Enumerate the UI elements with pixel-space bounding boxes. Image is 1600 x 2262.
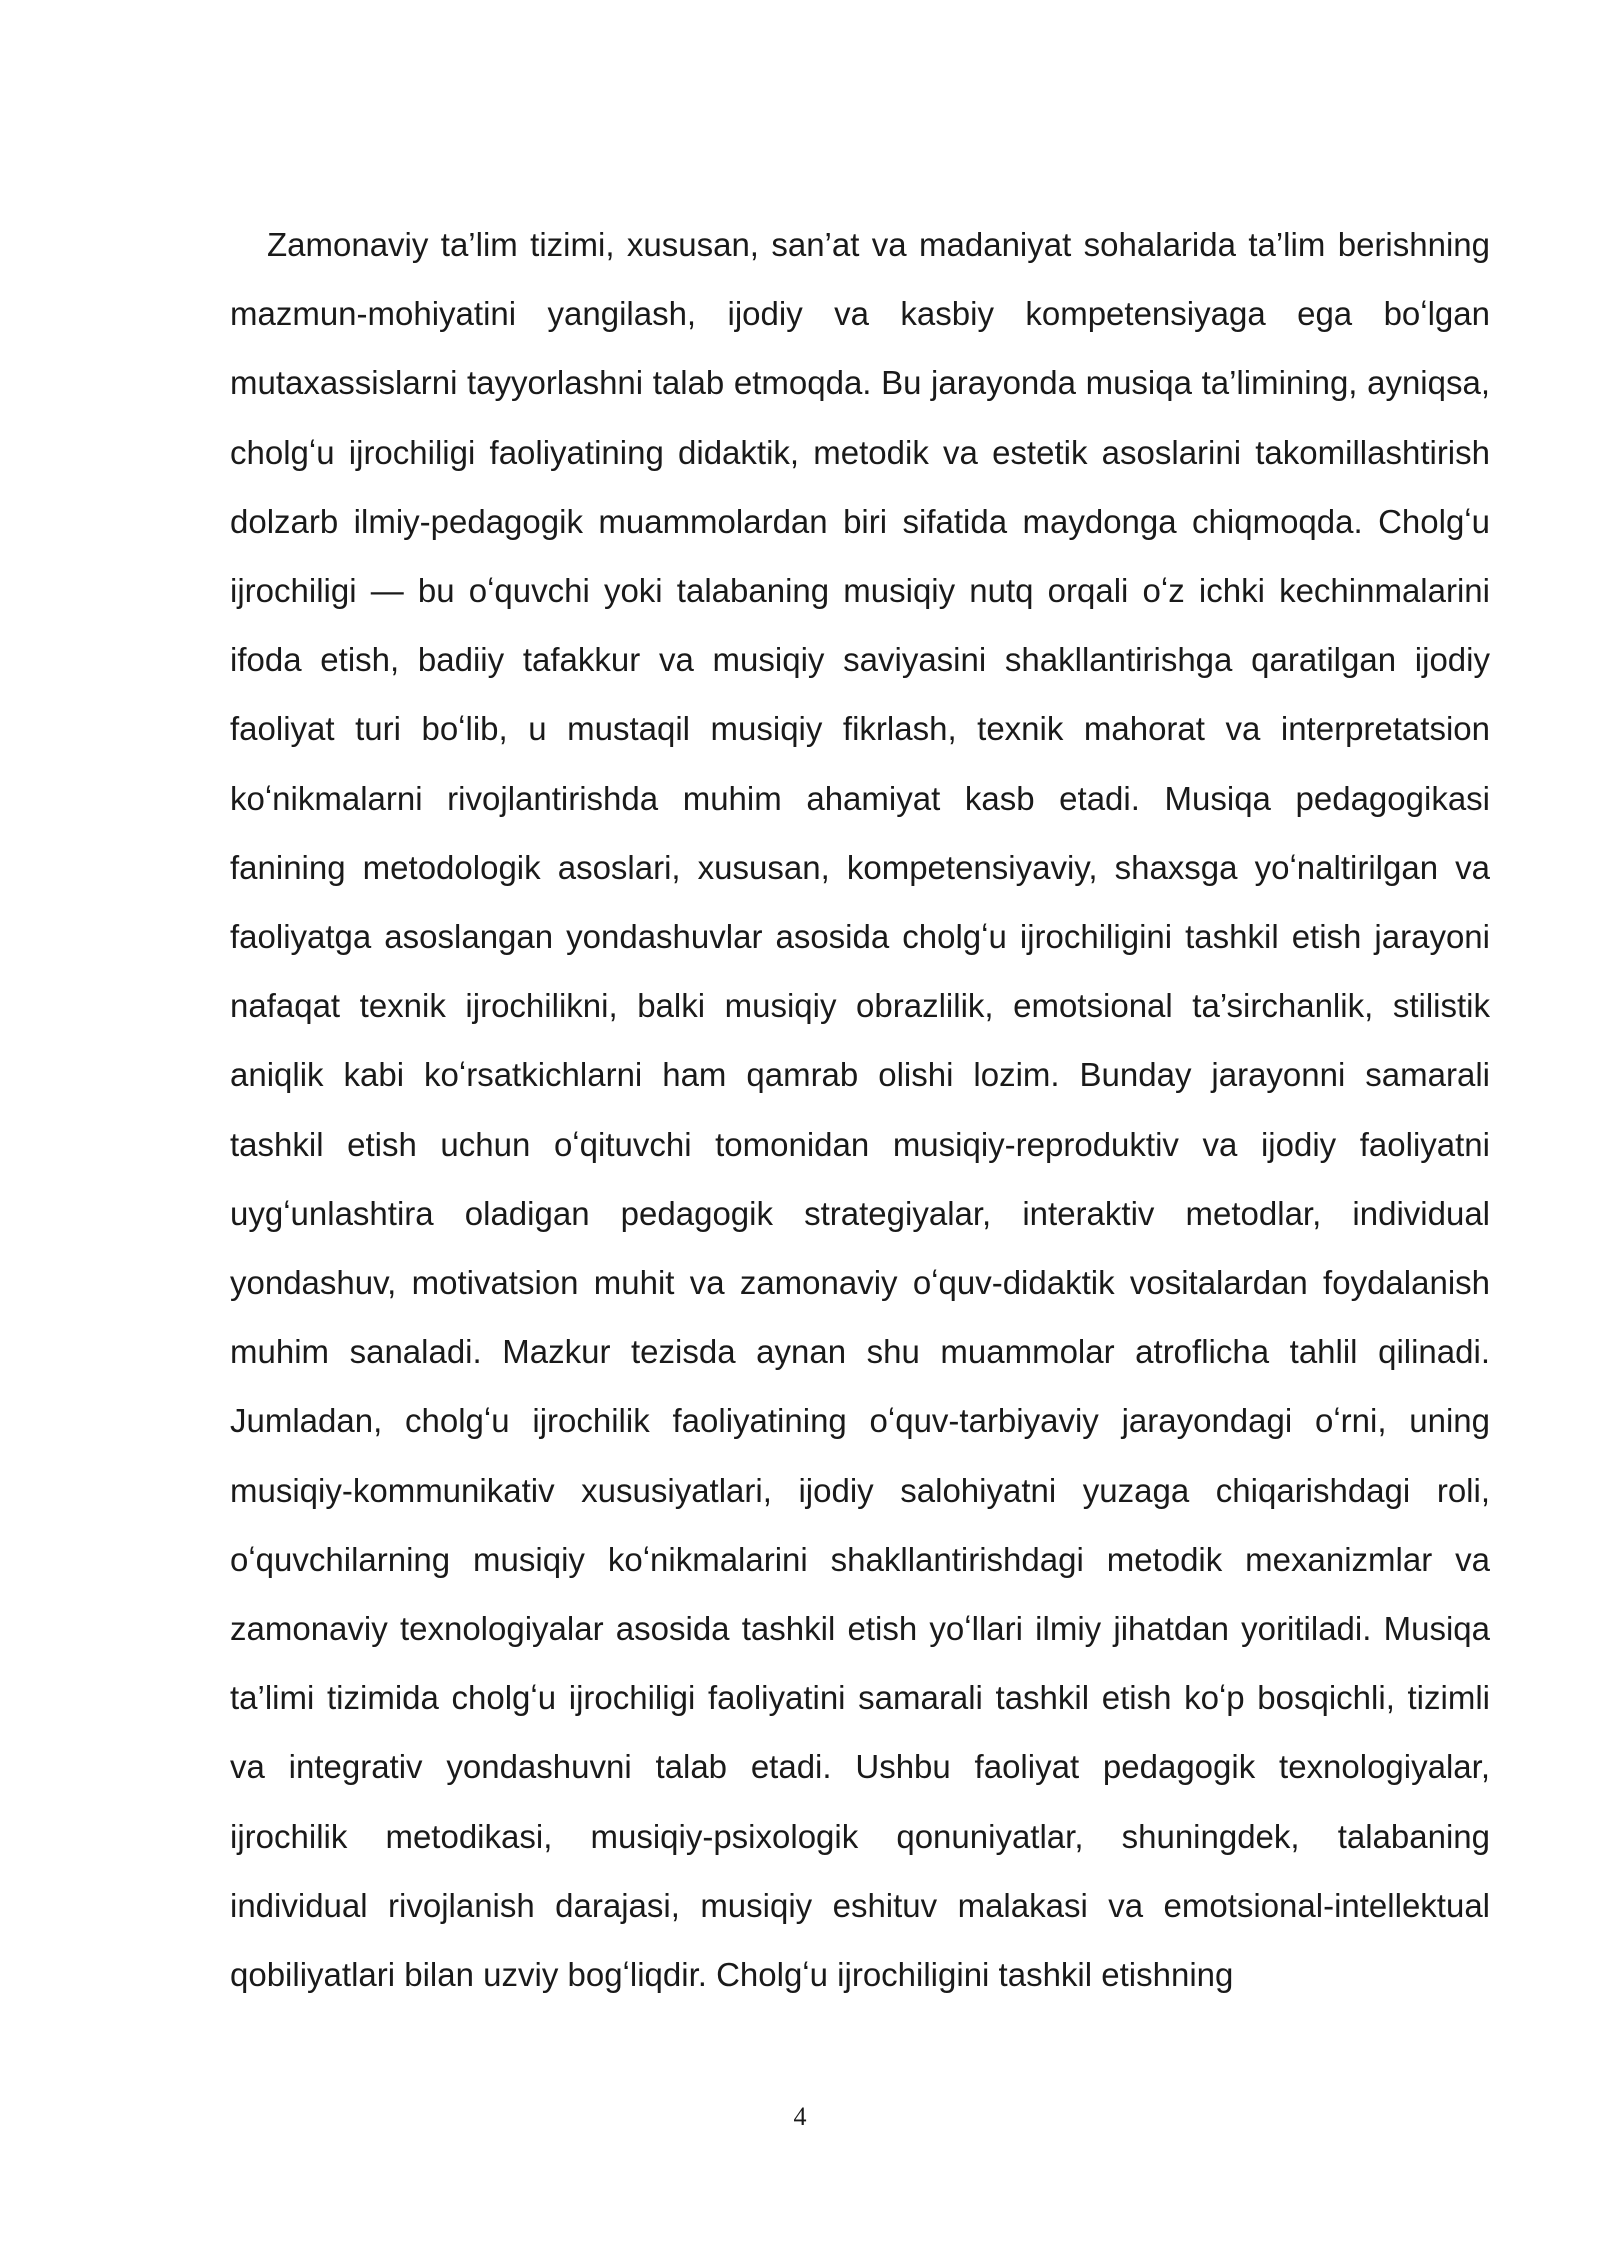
body-paragraph: Zamonaviy ta’lim tizimi, xususan, san’at va madaniyat sohalarida ta’lim berishning mazmun-mohiyatini yangilash, ijodiy va kasbiy kompetensiyaga ega boʻlgan mutaxassislarni tayyorlashni talab etmoqda. Bu jarayonda musiqa ta’limining, ayniqsa, cholgʻu ijrochiligi faoliyatining didaktik, metodik va estetik asoslarini takomillashtirish dolzarb ilmiy-pedagogik muammolardan biri sifatida maydonga chiqmoqda. Cholgʻu ijrochiligi — bu oʻquvchi yoki talabaning musiqiy nutq orqali oʻz ichki kechinmalarini ifoda etish, badiiy tafakkur va musiqiy saviyasini shakllantirishga qaratilgan ijodiy faoliyat turi boʻlib, u mustaqil musiqiy fikrlash, texnik mahorat va interpretatsion koʻnikmalarni rivojlantirishda muhim ahamiyat kasb etadi. Musiqa pedagogikasi fanining metodologik asoslari, xususan, kompetensiyaviy, shaxsga yoʻnaltirilgan va faoliyatga asoslangan yondashuvlar asosida cholgʻu ijrochiligini tashkil etish jarayoni nafaqat texnik ijrochilikni, balki musiqiy obrazlilik, emotsional ta’sirchanlik, stilistik aniqlik kabi koʻrsatkichlarni ham qamrab olishi lozim. Bunday jarayonni samarali tashkil etish uchun oʻqituvchi tomonidan musiqiy-reproduktiv va ijodiy faoliyatni uygʻunlashtira oladigan pedagogik strategiyalar, interaktiv metodlar, individual yondashuv, motivatsion muhit va zamonaviy oʻquv-didaktik vositalardan foydalanish muhim sanaladi. Mazkur tezisda aynan shu muammolar atroflicha tahlil qilinadi. Jumladan, cholgʻu ijrochilik faoliyatining oʻquv-tarbiyaviy jarayondagi oʻrni, uning musiqiy-kommunikativ xususiyatlari, ijodiy salohiyatni yuzaga chiqarishdagi roli, oʻquvchilarning musiqiy koʻnikmalarini shakllantirishdagi metodik mexanizmlar va zamonaviy texnologiyalar asosida tashkil etish yoʻllari ilmiy jihatdan yoritiladi. Musiqa ta’limi tizimida cholgʻu ijrochiligi faoliyatini samarali tashkil etish koʻp bosqichli, tizimli va integrativ yondashuvni talab etadi. Ushbu faoliyat pedagogik texnologiyalar, ijrochilik metodikasi, musiqiy-psixologik qonuniyatlar, shuningdek, talabaning individual rivojlanish darajasi, musiqiy eshituv malakasi va emotsional-intellektual qobiliyatlari bilan uzviy bogʻliqdir. Cholgʻu ijrochiligini tashkil etishning [230, 226, 1490, 1994]
page-number: 4 [793, 2102, 807, 2131]
